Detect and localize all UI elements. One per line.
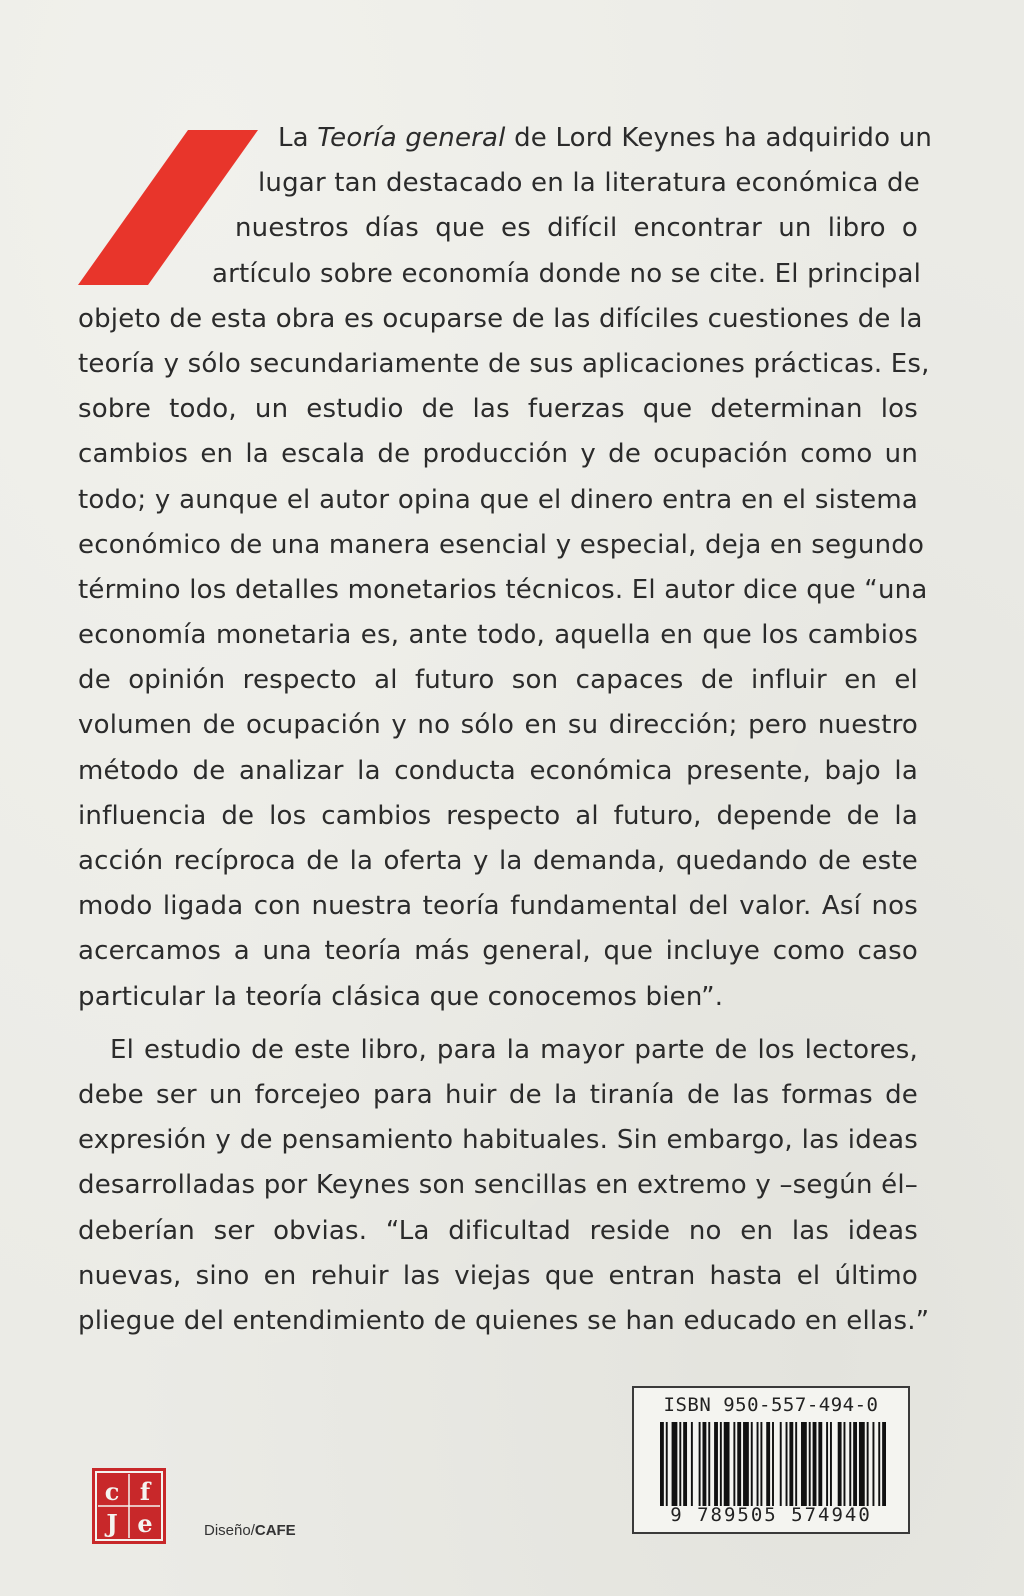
barcode-bar xyxy=(714,1422,718,1506)
barcode-bar xyxy=(679,1422,681,1506)
ean-number: 9 789505 574940 xyxy=(670,1504,872,1526)
blurb-line: acercamos a una teoría más general, que incluye como caso xyxy=(78,936,918,967)
blurb-line: deberían ser obvias. “La dificultad reside no en las ideas xyxy=(78,1215,918,1246)
logo-letter: J xyxy=(106,1509,118,1538)
barcode-bar xyxy=(849,1422,851,1506)
barcode-bar xyxy=(844,1422,846,1506)
barcode-bar xyxy=(826,1422,828,1506)
publisher-logo-icon xyxy=(92,1468,166,1544)
blurb-line: El estudio de este libro, para la mayor parte de los lectores, xyxy=(110,1034,918,1065)
blurb-paragraph-2 xyxy=(78,1028,930,1344)
barcode-bar xyxy=(882,1422,886,1506)
text-fragment: La xyxy=(278,123,318,153)
barcode-bar xyxy=(830,1422,832,1506)
barcode-bar xyxy=(801,1422,807,1506)
barcode-bar xyxy=(751,1422,753,1506)
isbn-barcode-box xyxy=(632,1386,910,1534)
blurb-paragraph-1 xyxy=(78,116,933,1020)
barcode-bar xyxy=(733,1422,735,1506)
blurb-line: acción recíproca de la oferta y la demanda, quedando de este xyxy=(78,846,918,876)
blurb-line: de opinión respecto al futuro son capaces de influir en el xyxy=(78,665,918,696)
barcode-icon xyxy=(660,1422,886,1506)
blurb-line: nuevas, sino en rehuir las viejas que entran hasta el último xyxy=(78,1260,918,1291)
blurb-line: pliegue del entendimiento de quienes se han educado en ellas.” xyxy=(78,1305,930,1336)
barcode-bar xyxy=(683,1422,687,1506)
blurb-line: artículo sobre economía donde no se cite. El principal xyxy=(212,258,922,289)
design-credit xyxy=(204,1522,296,1539)
barcode-bar xyxy=(743,1422,749,1506)
barcode-bar xyxy=(672,1422,678,1506)
barcode-bar xyxy=(872,1422,874,1506)
barcode-bar xyxy=(724,1422,730,1506)
barcode-bar xyxy=(780,1422,782,1506)
logo-letter: e xyxy=(137,1509,153,1538)
blurb-line: debe ser un forcejeo para huir de la tiranía de las formas de xyxy=(78,1079,918,1110)
blurb-line: todo; y aunque el autor opina que el dinero entra en el sistema xyxy=(78,484,918,515)
blurb-line: método de analizar la conducta económica presente, bajo la xyxy=(78,755,918,786)
logo-letter: c xyxy=(104,1477,120,1506)
barcode-bar xyxy=(789,1422,793,1506)
blurb-line xyxy=(78,116,933,161)
barcode-bar xyxy=(703,1422,707,1506)
blurb-line: expresión y de pensamiento habituales. Sin embargo, las ideas xyxy=(78,1125,918,1156)
barcode-bar xyxy=(818,1422,822,1506)
logo-letter: f xyxy=(139,1477,151,1506)
blurb-line: cambios en la escala de producción y de ocupación como un xyxy=(78,439,918,470)
blurb-line: volumen de ocupación y no sólo en su dirección; pero nuestro xyxy=(78,710,918,741)
barcode-bar xyxy=(813,1422,817,1506)
barcode-bar xyxy=(853,1422,857,1506)
barcode-bar xyxy=(859,1422,865,1506)
barcode-bar xyxy=(757,1422,759,1506)
blurb-line: desarrolladas por Keynes son sencillas en extremo y –según él– xyxy=(78,1170,918,1201)
blurb-line: modo ligada con nuestra teoría fundamental del valor. Así nos xyxy=(78,891,918,922)
book-title-italic: Teoría general xyxy=(317,123,506,153)
blurb-line: lugar tan destacado en la literatura económica de xyxy=(258,168,920,199)
barcode-bar xyxy=(867,1422,869,1506)
barcode-bar xyxy=(760,1422,762,1506)
barcode-bar xyxy=(708,1422,710,1506)
blurb-line: nuestros días que es difícil encontrar un libro o xyxy=(235,213,918,244)
barcode-bar xyxy=(691,1422,693,1506)
barcode-bar xyxy=(737,1422,741,1506)
barcode-bar xyxy=(666,1422,668,1506)
isbn-label: ISBN 950-557-494-0 xyxy=(663,1394,879,1416)
barcode-bar xyxy=(699,1422,701,1506)
credit-studio: CAFE xyxy=(254,1522,296,1539)
blurb-line: sobre todo, un estudio de las fuerzas que determinan los xyxy=(78,394,918,425)
credit-prefix: Diseño/ xyxy=(204,1522,255,1539)
barcode-bar xyxy=(786,1422,788,1506)
barcode-bar xyxy=(878,1422,880,1506)
blurb-line: economía monetaria es, ante todo, aquella en que los cambios xyxy=(78,620,918,651)
blurb-text xyxy=(78,116,933,1344)
barcode-bar xyxy=(809,1422,811,1506)
text-fragment: de Lord Keynes ha adquirido un xyxy=(505,123,933,153)
blurb-line: teoría y sólo secundariamente de sus aplicaciones prácticas. Es, xyxy=(78,348,930,379)
blurb-line: término los detalles monetarios técnicos. El autor dice que “una xyxy=(78,574,928,605)
barcode-bar xyxy=(772,1422,774,1506)
barcode-bar xyxy=(795,1422,797,1506)
barcode-bar xyxy=(838,1422,842,1506)
blurb-line: económico de una manera esencial y especial, deja en segundo xyxy=(78,529,925,560)
blurb-line: particular la teoría clásica que conocemos bien”. xyxy=(78,981,724,1012)
barcode-bar xyxy=(766,1422,770,1506)
blurb-line: influencia de los cambios respecto al futuro, depende de la xyxy=(78,800,918,831)
barcode-bar xyxy=(720,1422,722,1506)
barcode-bar xyxy=(660,1422,664,1506)
blurb-line: objeto de esta obra es ocuparse de las difíciles cuestiones de la xyxy=(78,303,923,334)
